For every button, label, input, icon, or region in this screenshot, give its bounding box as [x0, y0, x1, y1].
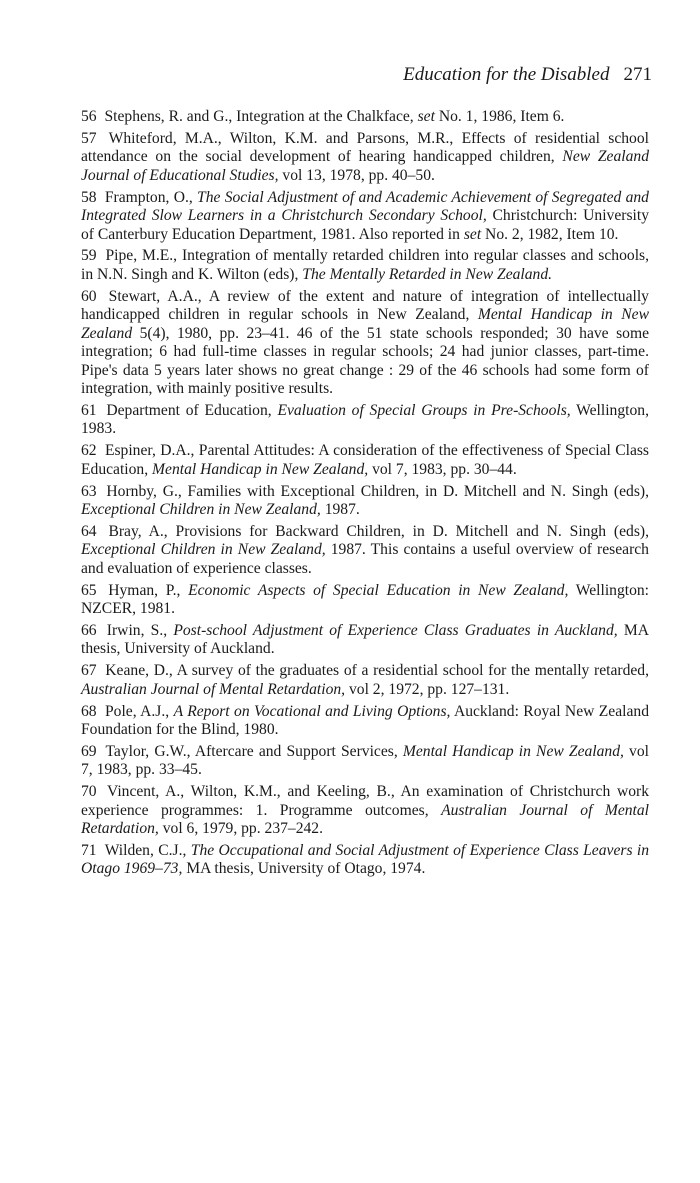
endnote-text: Whiteford, M.A., Wilton, K.M. and Parsons, M.R., Effects of residential school attendance on the social development of hearing handicapped children,: [81, 129, 649, 166]
endnote-text: vol 6, 1979, pp. 237–242.: [158, 820, 323, 838]
endnote-text: Hyman, P.,: [108, 581, 189, 599]
endnote-text: Vincent, A., Wilton, K.M., and Keeling, B., An examination of Christchurch work experience programmes: 1. Programme outcomes,: [81, 783, 649, 819]
endnote-title-italic: The Social Adjustment of and Academic Achievement of Segregated and Integrated Slow Learners in a Christchurch Secondary School,: [81, 188, 649, 225]
endnote-title-italic: set: [417, 108, 435, 125]
endnote-text: MA thesis, University of Auckland.: [81, 621, 649, 658]
endnote-number: 67: [81, 662, 97, 680]
endnote: [81, 622, 649, 659]
endnote-title-italic: A Report on Vocational and Living Options,: [173, 702, 451, 720]
endnote: [81, 523, 649, 579]
endnote-text: Espiner, D.A., Parental Attitudes: A consideration of the effectiveness of Special Class Education,: [81, 442, 649, 478]
endnote-number: 68: [81, 702, 97, 720]
endnote-number: 65: [81, 581, 97, 599]
endnote-text: Wilden, C.J.,: [104, 841, 191, 859]
endnote: [81, 703, 649, 740]
endnote-text: Taylor, G.W., Aftercare and Support Services,: [105, 742, 403, 760]
endnote: [81, 662, 649, 699]
endnote-number: 69: [81, 742, 97, 760]
endnote: [81, 743, 649, 780]
endnote-text: Wellington, 1983.: [81, 401, 649, 438]
endnote-text: Pole, A.J.,: [104, 702, 174, 720]
endnote-text: Auckland: Royal New Zealand Foundation for the Blind, 1980.: [81, 702, 649, 739]
endnote-text: vol 7, 1983, pp. 30–44.: [368, 460, 517, 478]
endnote-number: 56: [81, 108, 97, 125]
endnote: [81, 842, 649, 879]
page-number: 271: [623, 64, 652, 85]
endnote-text: 1987. This contains a useful overview of research and evaluation of experience classes.: [81, 541, 649, 577]
endnote-text: 1987.: [320, 501, 360, 519]
endnote-text: Department of Education,: [106, 401, 278, 419]
endnote-title-italic: set: [463, 225, 482, 243]
endnote-text: MA thesis, University of Otago, 1974.: [182, 860, 426, 878]
endnote-title-italic: The Occupational and Social Adjustment of Experience Class Leavers in Otago 1969–73,: [81, 841, 650, 878]
endnote: [81, 108, 649, 127]
endnote-title-italic: Post-school Adjustment of Experience Class Graduates in Auckland,: [173, 621, 618, 639]
endnote-text: Stewart, A.A., A review of the extent and nature of integration of intellectually handicapped children in regular schools in New Zealand,: [81, 287, 649, 324]
endnote-text: Hornby, G., Families with Exceptional Children, in D. Mitchell and N. Singh (eds),: [106, 482, 649, 500]
endnote-text: Christchurch: University of Canterbury Education Department, 1981. Also reported in: [81, 207, 649, 243]
endnote-number: 70: [81, 783, 97, 801]
endnote-number: 63: [81, 482, 97, 500]
endnote: [81, 189, 649, 245]
endnote-text: Wellington: NZCER, 1981.: [81, 581, 650, 618]
endnote-text: 5(4), 1980, pp. 23–41. 46 of the 51 state schools responded; 30 have some integration; 6 had full-time classes in regular schools; 24 had junior classes, part-time. Pipe's data 5 years later shows no great change : 29 of the 46 schools had some form of integration, with mainly positive results.: [81, 324, 649, 398]
endnote: [81, 442, 649, 479]
endnote-text: No. 1, 1986, Item 6.: [434, 108, 565, 125]
endnote-title-italic: Australian Journal of Mental Retardation,: [81, 680, 346, 698]
endnote-title-italic: Mental Handicap in New Zealand,: [402, 742, 624, 760]
endnote-number: 62: [81, 442, 97, 460]
endnote-text: vol 7, 1983, pp. 33–45.: [81, 742, 649, 779]
endnote-number: 64: [81, 522, 97, 540]
endnote-title-italic: New Zealand Journal of Educational Studies,: [81, 148, 649, 184]
endnote-text: Keane, D., A survey of the graduates of a residential school for the mentally retarded,: [105, 662, 649, 680]
endnote-text: vol 13, 1978, pp. 40–50.: [278, 166, 435, 184]
endnote-text: vol 2, 1972, pp. 127–131.: [345, 680, 510, 698]
endnote: [81, 288, 649, 399]
endnote-title-italic: Exceptional Children in New Zealand,: [81, 501, 321, 519]
endnote: [81, 483, 649, 520]
endnote-title-italic: The Mentally Retarded in New Zealand.: [302, 265, 553, 283]
endnote-number: 60: [81, 287, 97, 305]
endnote-text: Stephens, R. and G., Integration at the Chalkface,: [104, 108, 418, 125]
endnote-title-italic: Australian Journal of Mental Retardation,: [81, 801, 650, 838]
endnote-number: 57: [81, 129, 97, 147]
endnotes-list: [81, 108, 649, 882]
running-head: [403, 64, 652, 86]
endnote-number: 59: [81, 247, 97, 265]
endnote: [81, 130, 649, 186]
endnote-number: 61: [81, 401, 97, 419]
endnote-text: Bray, A., Provisions for Backward Children, in D. Mitchell and N. Singh (eds),: [108, 522, 649, 540]
endnote-number: 58: [81, 188, 97, 206]
endnote: [81, 247, 649, 284]
endnote-text: Pipe, M.E., Integration of mentally retarded children into regular classes and schools, in N.N. Singh and K. Wilton (eds),: [81, 247, 649, 283]
endnote-title-italic: Exceptional Children in New Zealand,: [81, 541, 326, 559]
running-title: Education for the Disabled: [403, 64, 610, 85]
endnote-number: 71: [81, 841, 97, 859]
endnote-text: Irwin, S.,: [106, 621, 174, 639]
endnote-title-italic: Economic Aspects of Special Education in New Zealand,: [188, 581, 569, 599]
endnote-text: Frampton, O.,: [104, 188, 198, 206]
endnote-text: No. 2, 1982, Item 10.: [481, 225, 619, 243]
endnote: [81, 402, 649, 439]
endnote: [81, 582, 649, 619]
endnote-title-italic: Mental Handicap in New Zealand,: [152, 460, 369, 478]
endnote: [81, 783, 649, 839]
endnote-number: 66: [81, 621, 97, 639]
endnote-title-italic: Evaluation of Special Groups in Pre-Schools,: [277, 401, 571, 419]
endnote-title-italic: Mental Handicap in New Zealand: [81, 306, 649, 342]
